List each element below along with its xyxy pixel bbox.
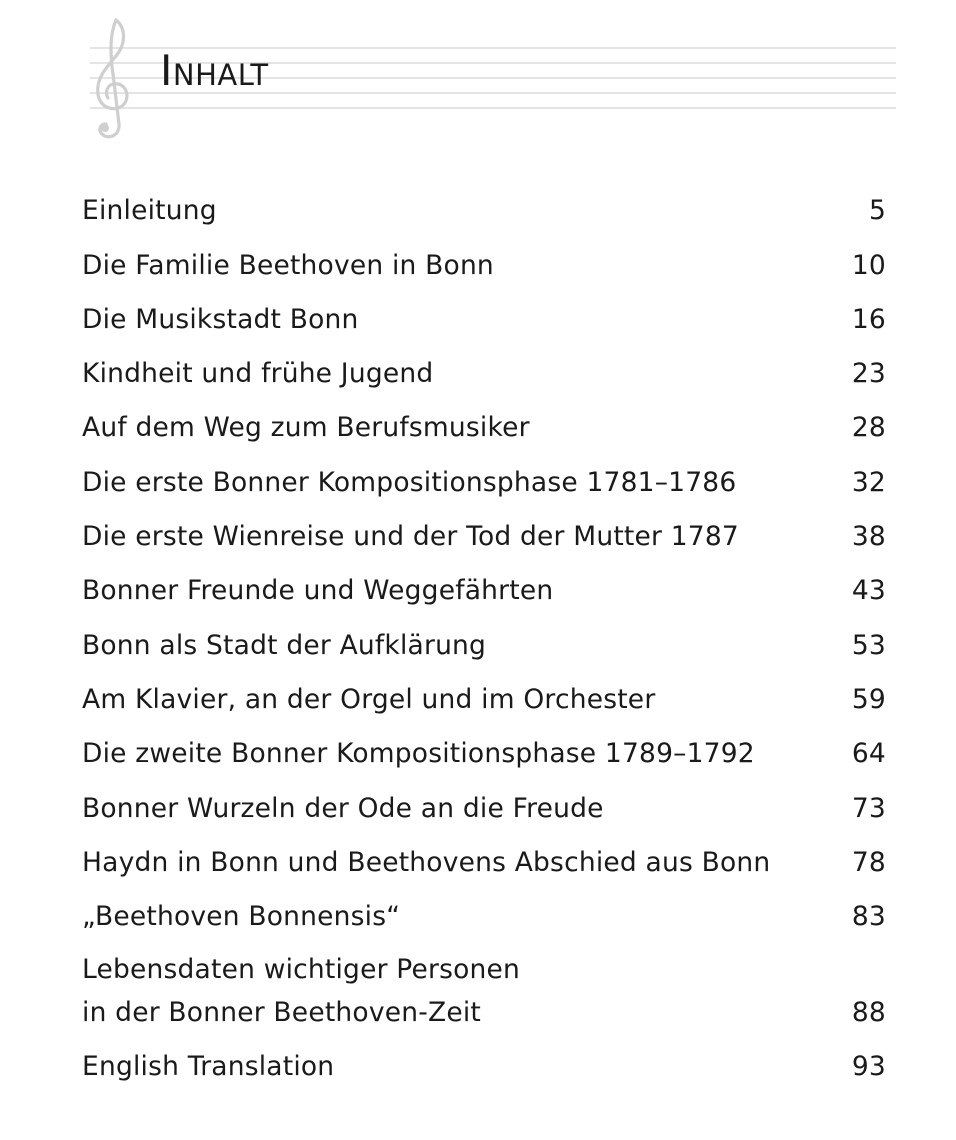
toc-entry[interactable] <box>82 504 886 558</box>
toc-entry[interactable] <box>82 830 886 884</box>
table-of-contents <box>82 178 886 1088</box>
toc-entry[interactable] <box>82 775 886 829</box>
toc-entry[interactable] <box>82 341 886 395</box>
toc-entry-title-line2: in der Bonner Beethoven-Zeit <box>82 997 481 1029</box>
treble-clef-icon <box>86 14 146 144</box>
toc-entry-page: 64 <box>851 738 886 770</box>
toc-entry[interactable] <box>82 558 886 612</box>
toc-entry-title: Einleitung <box>82 195 217 227</box>
toc-entry-title: Kindheit und frühe Jugend <box>82 358 434 390</box>
toc-entry-page: 93 <box>851 1051 886 1083</box>
toc-entry[interactable] <box>82 667 886 721</box>
toc-entry-page: 83 <box>851 901 886 933</box>
toc-entry-title: Auf dem Weg zum Berufsmusiker <box>82 412 530 444</box>
toc-entry-title: Die Familie Beethoven in Bonn <box>82 249 494 281</box>
chapter-header <box>86 14 896 144</box>
toc-entry-title: Die Musikstadt Bonn <box>82 303 359 335</box>
toc-entry-page: 53 <box>851 629 886 661</box>
toc-entry-title: Am Klavier, an der Orgel und im Orchester <box>82 683 656 715</box>
toc-entry-page: 88 <box>851 997 886 1029</box>
toc-entry-page: 59 <box>851 683 886 715</box>
toc-entry-title: Bonner Freunde und Weggefährten <box>82 575 554 607</box>
toc-entry[interactable] <box>82 1034 886 1088</box>
toc-entry[interactable] <box>82 395 886 449</box>
toc-entry-page: 32 <box>851 466 886 498</box>
toc-entry-title: Die erste Bonner Kompositionsphase 1781–1786 <box>82 466 737 498</box>
toc-entry[interactable] <box>82 232 886 286</box>
toc-entry[interactable] <box>82 449 886 503</box>
toc-entry-page: 5 <box>868 195 886 227</box>
toc-entry-title: Bonner Wurzeln der Ode an die Freude <box>82 792 604 824</box>
toc-entry[interactable] <box>82 938 886 1034</box>
toc-entry-page: 43 <box>851 575 886 607</box>
toc-entry-title: English Translation <box>82 1051 335 1083</box>
toc-entry-page: 38 <box>851 521 886 553</box>
toc-entry-title: Die zweite Bonner Kompositionsphase 1789–1792 <box>82 738 755 770</box>
toc-entry[interactable] <box>82 287 886 341</box>
toc-entry[interactable] <box>82 612 886 666</box>
toc-entry-page: 28 <box>851 412 886 444</box>
toc-entry-page: 78 <box>851 846 886 878</box>
toc-entry[interactable] <box>82 884 886 938</box>
toc-entry-page: 23 <box>851 358 886 390</box>
toc-entry-title: Die erste Wienreise und der Tod der Mutter 1787 <box>82 521 739 553</box>
toc-entry-title-line1: Lebensdaten wichtiger Personen <box>82 954 521 986</box>
toc-entry[interactable] <box>82 721 886 775</box>
toc-entry-title: Haydn in Bonn und Beethovens Abschied aus Bonn <box>82 846 771 878</box>
toc-entry-title <box>82 948 826 1034</box>
page-title: Inhalt <box>160 46 269 95</box>
toc-entry-title: Bonn als Stadt der Aufklärung <box>82 629 487 661</box>
toc-entry-page: 73 <box>851 792 886 824</box>
toc-entry[interactable] <box>82 178 886 232</box>
toc-entry-title: „Beethoven Bonnensis“ <box>82 901 401 933</box>
toc-entry-page: 16 <box>851 303 886 335</box>
toc-entry-page: 10 <box>851 249 886 281</box>
